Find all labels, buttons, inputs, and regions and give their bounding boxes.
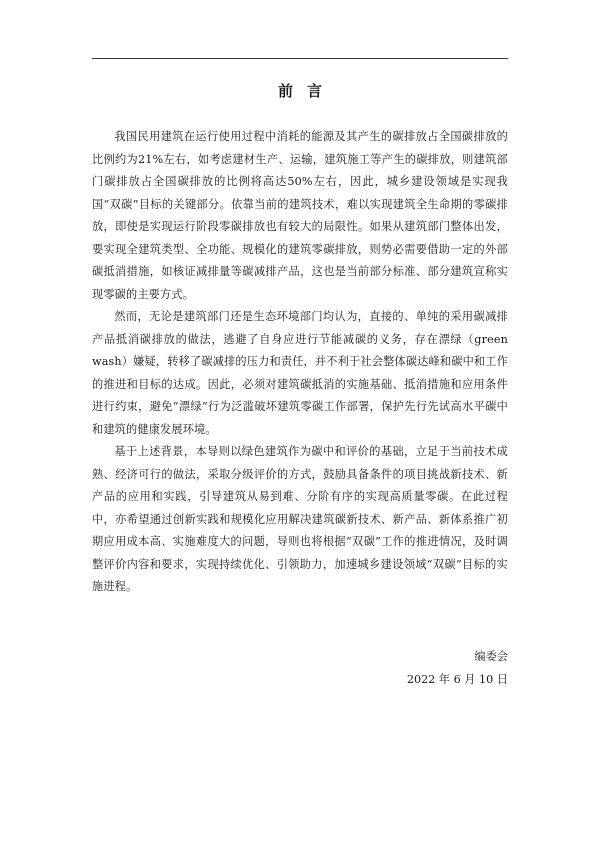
paragraph-1: 我国民用建筑在运行使用过程中消耗的能源及其产生的碳排放占全国碳排放的比例约为21%左右，如考虑建材生产、运输，建筑施工等产生的碳排放，则建筑部门碳排放占全国碳排放的比例将高达50%左右，因此，城乡建设领域是实现我国“双碳”目标的关键部分。依靠当前的建筑技术，难以实现建筑全生命期的零碳排放，即使是实现运行阶段零碳排放也有较大的局限性。如果从建筑部门整体出发，要实现全建筑类型、全功能、规模化的建筑零碳排放，则势必需要借助一定的外部碳抵消措施，如核证减排量等碳减排产品，这也是当前部分标准、部分建筑宣称实现零碳的主要方式。 <box>92 130 508 301</box>
page-title: 前言 <box>277 82 336 100</box>
top-rule <box>92 58 508 59</box>
preface-body <box>92 126 508 599</box>
paragraph-3: 基于上述背景，本导则以绿色建筑作为碳中和评价的基础，立足于当前技术成熟、经济可行的做法，采取分级评价的方式，鼓励具备条件的项目挑战新技术、新产品的应用和实践，引导建筑从易到难、分阶有序的实现高质量零碳。在此过程中，亦希望通过创新实践和规模化应用解决建筑碳新技术、新产品、新体系推广初期应用成本高、实施难度大的问题，导则也将根据“双碳”工作的推进情况，及时调整评价内容和要求，实现持续优化、引领助力，加速城乡建设领域“双碳”目标的实施进程。 <box>92 445 508 593</box>
paragraph-2: 然而，无论是建筑部门还是生态环境部门均认为，直接的、单纯的采用碳减排产品抵消碳排放的做法，逃避了自身应进行节能减碳的义务，存在漂绿（green wash）嫌疑，转移了碳减排的压力和责任，并不利于社会整体碳达峰和碳中和工作的推进和目标的达成。因此，必须对建筑碳抵消的实施基础、抵消措施和应用条件进行约束，避免“漂绿”行为泛滥破坏建筑零碳工作部署，保护先行先试高水平碳中和建筑的健康发展环境。 <box>92 310 508 436</box>
signature-date: 2022 年 6 月 10 日 <box>406 673 508 686</box>
signature-organization: 编委会 <box>474 650 508 663</box>
